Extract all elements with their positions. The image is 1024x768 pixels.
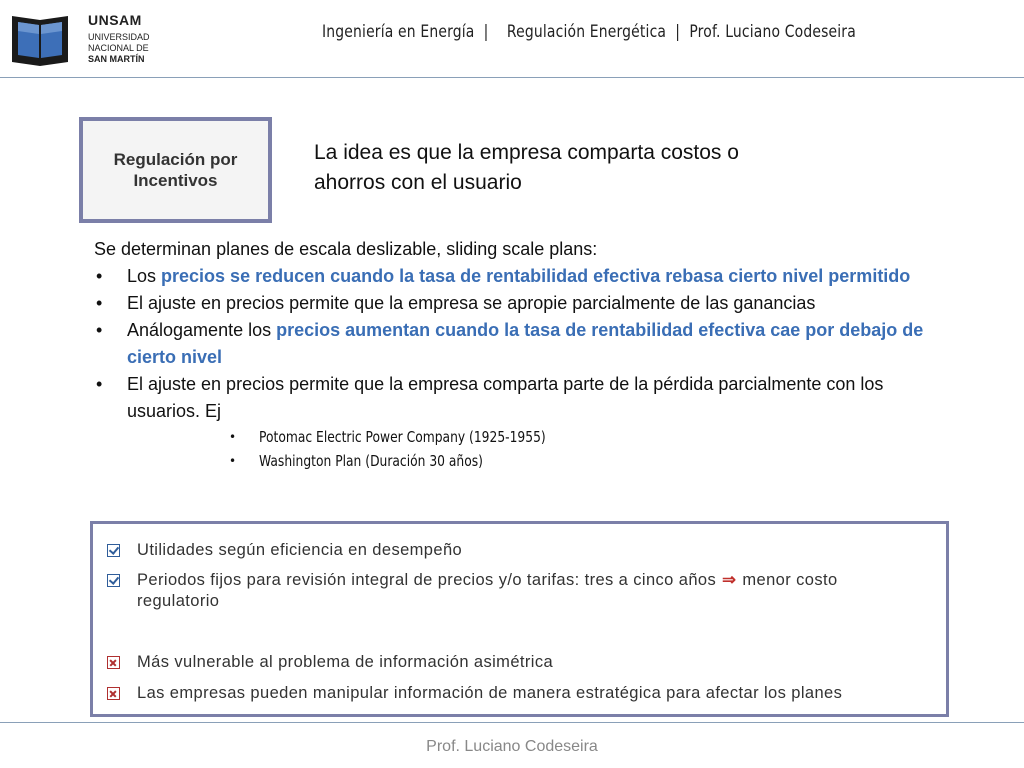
footer-text: Prof. Luciano Codeseira <box>426 738 598 755</box>
bullet-list <box>94 263 954 425</box>
examples-list <box>229 425 954 473</box>
bullet-text: Los <box>127 266 162 286</box>
pros-cons-box <box>90 521 949 717</box>
topic-badge <box>79 117 272 223</box>
pro-text: Periodos fijos para revisión integral de precios y/o tarifas: tres a cinco años <box>137 571 717 589</box>
badge-line-1: Regulación por <box>113 150 238 169</box>
example-item <box>229 449 954 473</box>
implies-arrow-icon: ⇒ <box>722 571 737 589</box>
header-divider <box>0 77 1024 78</box>
con-item <box>107 683 842 704</box>
bullet-icon: • <box>96 374 103 394</box>
logo-line-1: UNIVERSIDAD <box>88 32 150 42</box>
checked-box-icon <box>107 574 120 587</box>
bullet-icon: • <box>96 293 103 313</box>
unsam-logo <box>8 10 158 70</box>
header-title: Ingeniería en Energía | Regulación Energética | Prof. Luciano Codeseira <box>322 22 856 42</box>
bullet-text: Análogamente los <box>127 320 277 340</box>
pro-text-tail: menor costo <box>742 571 838 589</box>
pro-item <box>107 540 462 561</box>
logo-brand: UNSAM <box>88 12 142 28</box>
logo-line-3: SAN MARTÍN <box>88 54 145 64</box>
badge-line-2: Incentivos <box>133 171 218 190</box>
pro-text-block <box>137 570 838 612</box>
pro-text-line2: regulatorio <box>137 592 220 610</box>
logo-line-2: NACIONAL DE <box>88 43 149 53</box>
list-item <box>94 317 954 371</box>
list-item <box>94 290 954 317</box>
example-item <box>229 425 954 449</box>
bullet-text: El ajuste en precios permite que la empresa se apropie parcialmente de las ganancias <box>127 293 816 313</box>
list-item <box>94 263 954 290</box>
pro-item <box>107 570 838 612</box>
bullet-icon: • <box>96 320 103 340</box>
logo-text <box>88 12 150 65</box>
badge-label <box>114 149 238 191</box>
bullet-icon: • <box>96 266 103 286</box>
footer-divider <box>0 722 1024 723</box>
intro-text: La idea es que la empresa comparta costos o ahorros con el usuario <box>314 141 739 194</box>
bullet-highlight: precios se reducen cuando la tasa de rentabilidad efectiva rebasa cierto nivel permitido <box>161 266 911 286</box>
lead-text: Se determinan planes de escala deslizable, sliding scale plans: <box>94 239 598 259</box>
crossed-box-icon <box>107 656 120 669</box>
book-logo-icon <box>10 12 70 66</box>
bullet-icon: • <box>229 454 237 468</box>
example-text: Washington Plan (Duración 30 años) <box>259 452 483 470</box>
bullet-text: El ajuste en precios permite que la empresa comparta parte de la pérdida parcialmente con los usuarios. Ej <box>127 374 884 421</box>
content-body <box>94 236 954 473</box>
bullet-highlight: precios aumentan cuando la tasa de rentabilidad efectiva cae por debajo de cierto nivel <box>127 320 924 367</box>
pro-text: Utilidades según eficiencia en desempeño <box>137 541 463 559</box>
bullet-icon: • <box>229 430 237 444</box>
crossed-box-icon <box>107 687 120 700</box>
con-text: Las empresas pueden manipular información de manera estratégica para afectar los planes <box>137 684 843 702</box>
con-text: Más vulnerable al problema de información asimétrica <box>137 653 554 671</box>
list-item <box>94 371 954 425</box>
con-item <box>107 652 553 673</box>
checked-box-icon <box>107 544 120 557</box>
example-text: Potomac Electric Power Company (1925-1955) <box>259 428 546 446</box>
